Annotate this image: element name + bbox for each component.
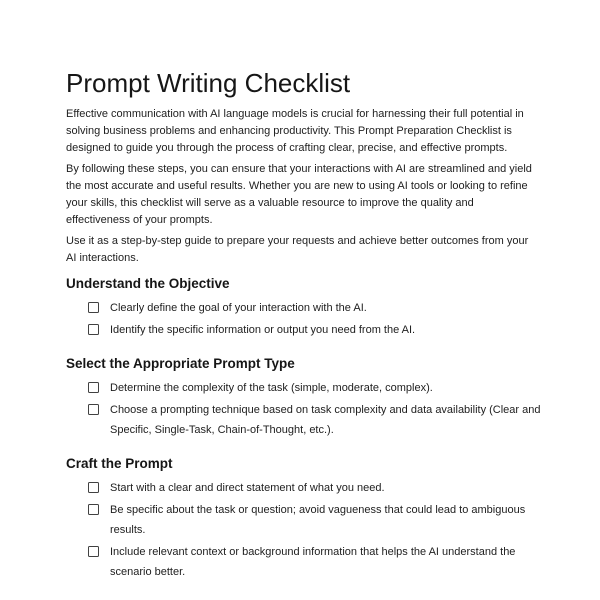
section-heading: Select the Appropriate Prompt Type — [66, 356, 295, 371]
checklist-item-label: Determine the complexity of the task (simple, moderate, complex). — [110, 382, 433, 394]
checkbox[interactable] — [88, 546, 99, 557]
checkbox[interactable] — [88, 504, 99, 515]
checklist-item-label: Choose a prompting technique based on task complexity and data availability (Clear and Specific, Single-Task, Chain-of-Thought, etc.). — [110, 404, 541, 436]
checkbox[interactable] — [88, 404, 99, 415]
checklist-item — [88, 542, 600, 582]
checklist-item — [88, 298, 600, 318]
intro-paragraph: By following these steps, you can ensure that your interactions with AI are streamlined and yield the most accurate and useful results. Whether you are new to using AI tools or looking to refine your skills, this checklist will serve as a valuable resource to improve the quality and effectiveness of your prompts. — [66, 163, 532, 226]
checklist-item-label: Clearly define the goal of your interaction with the AI. — [110, 302, 367, 314]
section-select-the-appropriate-prompt-type — [66, 355, 600, 440]
section-heading: Craft the Prompt — [66, 456, 173, 471]
checklist-item — [88, 500, 600, 540]
section-heading: Understand the Objective — [66, 276, 230, 291]
intro-paragraph: Effective communication with AI language models is crucial for harnessing their full potential in solving business problems and enhancing productivity. This Prompt Preparation Checklist is designed to guide you through the process of crafting clear, precise, and effective prompts. — [66, 108, 524, 154]
checkbox[interactable] — [88, 482, 99, 493]
checklist-item — [88, 478, 600, 498]
section-craft-the-prompt — [66, 455, 600, 582]
intro-paragraph: Use it as a step-by-step guide to prepare your requests and achieve better outcomes from your AI interactions. — [66, 235, 529, 264]
checklist-item — [88, 378, 600, 398]
checklist-item — [88, 400, 600, 440]
checklist-item-label: Identify the specific information or output you need from the AI. — [110, 324, 416, 336]
page-title: Prompt Writing Checklist — [66, 68, 351, 98]
checklist-item-label: Be specific about the task or question; avoid vagueness that could lead to ambiguous results. — [110, 504, 526, 536]
checklist-item — [88, 320, 600, 340]
checkbox[interactable] — [88, 302, 99, 313]
checklist-item-label: Start with a clear and direct statement of what you need. — [110, 482, 385, 494]
checkbox[interactable] — [88, 324, 99, 335]
checkbox[interactable] — [88, 382, 99, 393]
section-understand-the-objective — [66, 275, 600, 340]
checklist-item-label: Include relevant context or background information that helps the AI understand the scenario better. — [110, 546, 516, 578]
